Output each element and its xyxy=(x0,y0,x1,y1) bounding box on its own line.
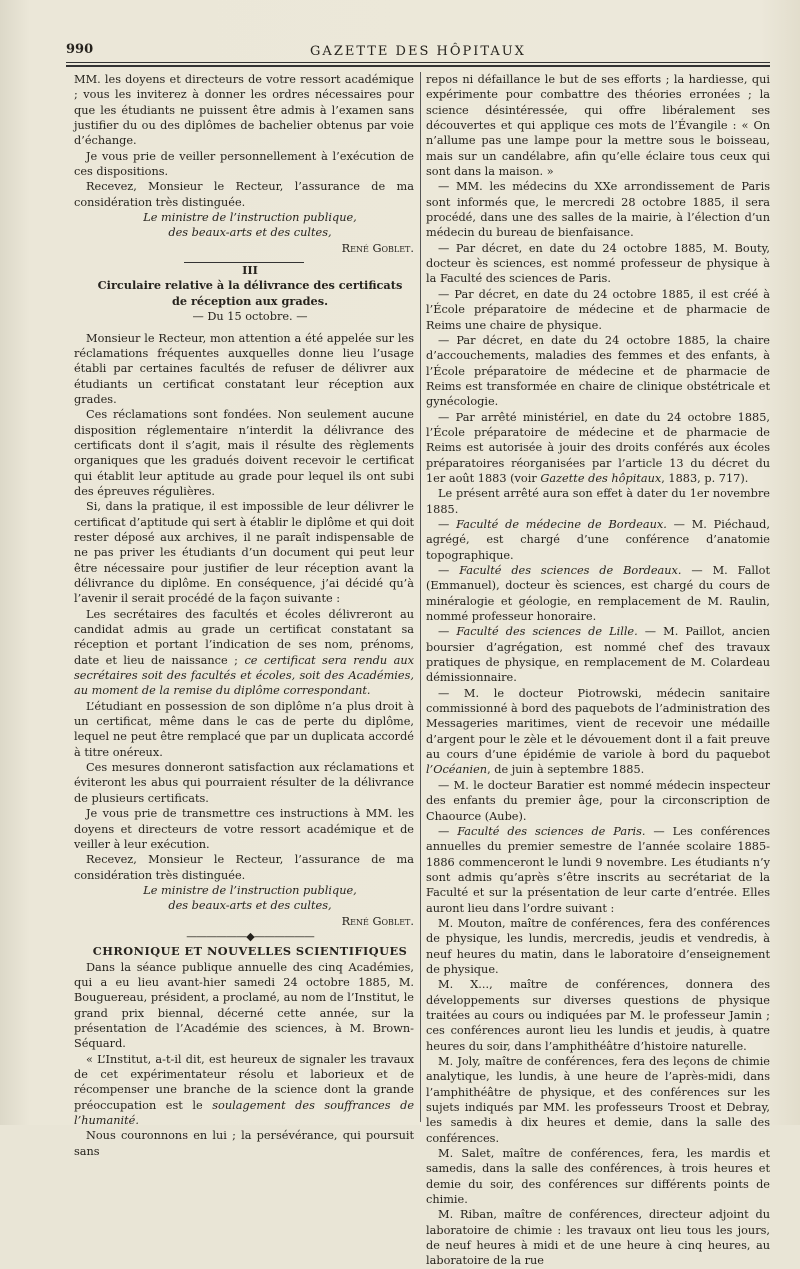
circular-date: — Du 15 octobre. — xyxy=(192,310,308,324)
paragraph: Recevez, Monsieur le Recteur, l’assurance de ma considération très distinguée. xyxy=(74,853,414,882)
paragraph: — Par décret, en date du 24 octobre 1885, la chaire d’accouchements, maladies des femmes et des enfants, à l’École préparatoire de médecine et de pharmacie de Reims est transformée en chaire de clinique obstétricale et gynécologie. xyxy=(426,333,770,409)
paragraph: Le présent arrêté aura son effet à dater du 1er novembre 1885. xyxy=(426,487,770,516)
paragraph: Ces réclamations sont fondées. Non seulement aucune disposition réglementaire n’interdit la délivrance des certificats dont il s’agit, mais il résulte des règlements organiques que les gradués doivent recevoir le certificat qui établit leur aptitude au grade pour lequel ils ont subi des épreuves régulières. xyxy=(74,408,414,498)
paragraph: L’étudiant en possession de son diplôme n’a plus droit à un certificat, même dans le cas de perte du diplôme, lequel ne peut être remplacé que par un duplicata accordé à titre onéreux. xyxy=(74,699,414,759)
paragraph: — M. le docteur Piotrowski, médecin sanitaire commissionné à bord des paquebots de l’administration des Messageries maritimes, vient de recevoir une médaille d’argent pour le zèle et le dévouement dont il a fait preuve au cours d’une épidémie de variole à bord du paquebot l’Océanien, de juin à septembre 1885. xyxy=(426,686,770,777)
signature-title: Le ministre de l’instruction publique, xyxy=(143,883,357,897)
paragraph: MM. les doyens et directeurs de votre ressort académique ; vous les inviterez à donner les ordres nécessaires pour que les étudiants ne puissent être admis à l’examen sans justifier du ou des diplômes de bachelier obtenus par voie d’échange. xyxy=(74,73,414,148)
signature-name: René Goblet. xyxy=(341,241,414,255)
paragraph: Ces mesures donneront satisfaction aux réclamations et éviteront les abus qui pourraient résulter de la délivrance de plusieurs certificats. xyxy=(74,761,414,805)
paragraph: M. Riban, maître de conférences, directeur adjoint du laboratoire de chimie : les travaux ont lieu tous les jours, de neuf heures à midi et de une heure à cinq heures, au laboratoire de la rue xyxy=(426,1208,770,1268)
paragraph: Recevez, Monsieur le Recteur, l’assurance de ma considération très distinguée. xyxy=(74,180,414,209)
paragraph: Dans la séance publique annuelle des cinq Académies, qui a eu lieu avant-hier samedi 24 octobre 1885, M. Bouguereau, président, a proclamé, au nom de l’Institut, le grand prix biennal, décerné cette année, sur la présentation de l’Académie des sciences, à M. Brown-Séquard. xyxy=(74,960,414,1051)
paragraph: — Faculté des sciences de Paris. — Les conférences annuelles du premier semestre de l’année scolaire 1885-1886 commenceront le lundi 9 novembre. Les étudiants n’y sont admis qu’après s’être inscrits au secrétariat de la Faculté et sur la présentation de leur carte d’entrée. Elles auront lieu dans l’ordre suivant : xyxy=(426,824,770,915)
header-rule xyxy=(66,62,770,63)
signature-title: Le ministre de l’instruction publique, xyxy=(143,211,357,225)
paragraph: — Faculté des sciences de Bordeaux. — M. Fallot (Emmanuel), docteur ès sciences, est chargé du cours de minéralogie et géologie, en remplacement de M. Raulin, nommé professeur honoraire. xyxy=(426,564,770,624)
paragraph: — Par décret, en date du 24 octobre 1885, M. Bouty, docteur ès sciences, est nommé professeur de physique à la Faculté des sciences de Paris. xyxy=(426,241,770,286)
circular-title: Circulaire relative à la délivrance des certificats xyxy=(97,278,403,293)
paragraph: Je vous prie de veiller personnellement à l’exécution de ces dispositions. xyxy=(74,149,414,179)
journal-title: GAZETTE DES HÔPITAUX xyxy=(310,44,526,59)
right-column xyxy=(426,72,771,1268)
paragraph: Monsieur le Recteur, mon attention a été appelée sur les réclamations fréquentes auxquelles donne lieu l’usage établi par certaines facultés de refuser de délivrer aux étudiants un certificat constatant leur réception aux grades. xyxy=(74,331,414,406)
section-number: III xyxy=(242,263,258,278)
section-title: CHRONIQUE ET NOUVELLES SCIENTIFIQUES xyxy=(92,944,408,959)
paragraph: M. Salet, maître de conférences, fera, les mardis et samedis, dans la salle des conférences, à trois heures et demie du soir, des conférences sur différents points de chimie. xyxy=(426,1147,770,1207)
paragraph: repos ni défaillance le but de ses efforts ; la hardiesse, qui expérimente pour combattre des théories erronées ; la science désintéressée, qui offre libéralement ses découvertes et qui applique ces mots de l’Évangile : « On n’allume pas une lampe pour la mettre sous le boisseau, mais sur un candélabre, afin qu’elle éclaire tous ceux qui sont dans la maison. » xyxy=(426,73,770,179)
paragraph: — Faculté des sciences de Lille. — M. Paillot, ancien boursier d’agrégation, est nommé chef des travaux pratiques de physique, en remplacement de M. Colardeau démissionnaire. xyxy=(426,625,771,685)
paragraph: M. X..., maître de conférences, donnera des développements sur diverses questions de physique traitées au cours ou indiquées par M. le professeur Jamin ; ces conférences auront lieu les lundis et jeudis, à quatre heures du soir, dans l’amphithéâtre d’histoire naturelle. xyxy=(426,978,770,1053)
paragraph: — Par décret, en date du 24 octobre 1885, il est créé à l’École préparatoire de médecine et de pharmacie de Reims une chaire de physique. xyxy=(426,287,770,332)
paragraph: M. Mouton, maître de conférences, fera des conférences de physique, les lundis, mercredis, jeudis et vendredis, à neuf heures du matin, dans le laboratoire d’enseignement de physique. xyxy=(426,916,770,976)
paragraph: Je vous prie de transmettre ces instructions à MM. les doyens et directeurs de votre ressort académique et de veiller à leur exécution. xyxy=(74,807,414,851)
paragraph: — Par arrêté ministériel, en date du 24 octobre 1885, l’École préparatoire de médecine et de pharmacie de Reims est autorisée à jouir des droits conférés aux écoles préparatoires réorganisées par l’article 13 du décret du 1er août 1883 (voir Gazette des hôpitaux, 1883, p. 717). xyxy=(426,410,770,485)
page-number: 990 xyxy=(66,42,94,57)
ornament-divider: ——————◆—————— xyxy=(186,929,314,943)
paragraph: — M. le docteur Baratier est nommé médecin inspecteur des enfants du premier âge, pour la circonscription de Chaource (Aube). xyxy=(426,778,770,823)
signature-title: des beaux-arts et des cultes, xyxy=(168,226,332,240)
paragraph: Si, dans la pratique, il est impossible de leur délivrer le certificat d’aptitude qui sert à établir le diplôme et qui doit rester déposé aux archives, il ne paraît indispensable de ne pas priver les étudiants d’un document qui peut leur être nécessaire pour justifier de leur réception avant la délivrance du diplôme. En conséquence, j’ai décidé qu’à l’avenir il serait procédé de la façon suivante : xyxy=(74,500,414,606)
signature-name: René Goblet. xyxy=(341,914,414,928)
paragraph: Les secrétaires des facultés et écoles délivreront au candidat admis au grade un certificat constatant sa réception et portant l’indication de ses nom, prénoms, date et lieu de naissance ; ce certificat sera rendu aux secrétaires soit des facultés et écoles, soit des Académies, au moment de la remise du diplôme correspondant. xyxy=(74,607,414,698)
paragraph: M. Joly, maître de conférences, fera des leçons de chimie analytique, les lundis, à une heure de l’après-midi, dans l’amphithéâtre de physique, et des conférences sur les sujets indiqués par MM. les professeurs Troost et Debray, les samedis à dix heures et demie, dans la salle des conférences. xyxy=(426,1055,770,1145)
page-header xyxy=(66,42,770,62)
signature-title: des beaux-arts et des cultes, xyxy=(168,899,332,913)
left-column xyxy=(74,72,415,1158)
header-rule-thick xyxy=(66,65,770,67)
circular-title: de réception aux grades. xyxy=(171,293,329,308)
paragraph: — Faculté de médecine de Bordeaux. — M. Piéchaud, agrégé, est chargé d’une conférence d’anatomie topographique. xyxy=(426,517,770,562)
paragraph: « L’Institut, a-t-il dit, est heureux de signaler les travaux de cet expérimentateur résolu et laborieux et de récompenser une branche de la science dont la grande préoccupation est le soulagement des souffrances de l’humanité. xyxy=(74,1052,415,1128)
paragraph: — MM. les médecins du XXe arrondissement de Paris sont informés que, le mercredi 28 octobre 1885, il sera procédé, dans une des salles de la mairie, à l’élection d’un médecin du bureau de bienfaisance. xyxy=(426,180,770,240)
column-divider xyxy=(420,72,421,1122)
paragraph: Nous couronnons en lui ; la persévérance, qui poursuit sans xyxy=(74,1129,414,1158)
